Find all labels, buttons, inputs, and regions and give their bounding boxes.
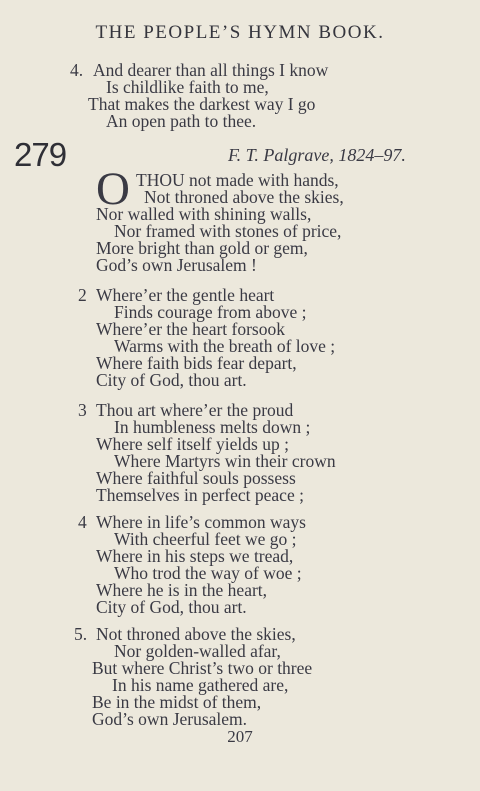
verse-line: Where in his steps we tread, (96, 546, 294, 566)
verse-line: Nor golden-walled afar, (114, 641, 281, 661)
verse-line: Where self itself yields up ; (96, 434, 289, 454)
verse-line: Who trod the way of woe ; (114, 563, 302, 583)
verse-line: Where faithful souls possess (96, 468, 296, 488)
verse-line: Not throned above the skies, (96, 624, 296, 644)
verse-line: Where faith bids fear depart, (96, 353, 297, 373)
hymn-author: F. T. Palgrave, 1824–97. (228, 145, 406, 165)
verse-line: Be in the midst of them, (92, 692, 262, 712)
verse-line: Thou art where’er the proud (96, 400, 294, 420)
verse-number: 4. (70, 60, 84, 80)
verse-line: An open path to thee. (106, 111, 257, 131)
verse-line: Where Martyrs win their crown (114, 451, 336, 471)
verse-number: 2 (78, 285, 87, 305)
verse-line: Not throned above the skies, (144, 187, 344, 207)
verse-number: 4 (78, 512, 87, 532)
hymn-number: 279 (14, 136, 67, 173)
verse-line: Where’er the gentle heart (96, 285, 275, 305)
verse-line: City of God, thou art. (96, 370, 247, 390)
verse-line: With cheerful feet we go ; (114, 529, 297, 549)
verse-line: That makes the darkest way I go (88, 94, 316, 114)
verse-line: God’s own Jerusalem ! (96, 255, 257, 275)
verse-line: Warms with the breath of love ; (114, 336, 336, 356)
page-number: 207 (227, 727, 253, 746)
verse-number: 3 (78, 400, 87, 420)
drop-cap: O (96, 163, 130, 215)
verse-line: In his name gathered are, (112, 675, 289, 695)
running-header: THE PEOPLE’S HYMN BOOK. (95, 22, 385, 43)
verse-line: City of God, thou art. (96, 597, 247, 617)
verse-line: Nor framed with stones of price, (114, 221, 342, 241)
verse-line: More bright than gold or gem, (96, 238, 308, 258)
verse-line: But where Christ’s two or three (92, 658, 313, 678)
verse-number: 5. (74, 624, 88, 644)
verse-line: Where in life’s common ways (96, 512, 306, 532)
verse-line: Nor walled with shining walls, (96, 204, 312, 224)
verse-line: In humbleness melts down ; (114, 417, 311, 437)
verse-line: And dearer than all things I know (93, 60, 329, 80)
verse-line: Where he is in the heart, (96, 580, 268, 600)
verse-line: God’s own Jerusalem. (92, 709, 248, 729)
verse-line: Is childlike faith to me, (106, 77, 269, 97)
verse-line: THOU not made with hands, (136, 170, 339, 190)
verse-line: Finds courage from above ; (114, 302, 307, 322)
verse-line: Themselves in perfect peace ; (96, 485, 304, 505)
verse-line: Where’er the heart forsook (96, 319, 285, 339)
